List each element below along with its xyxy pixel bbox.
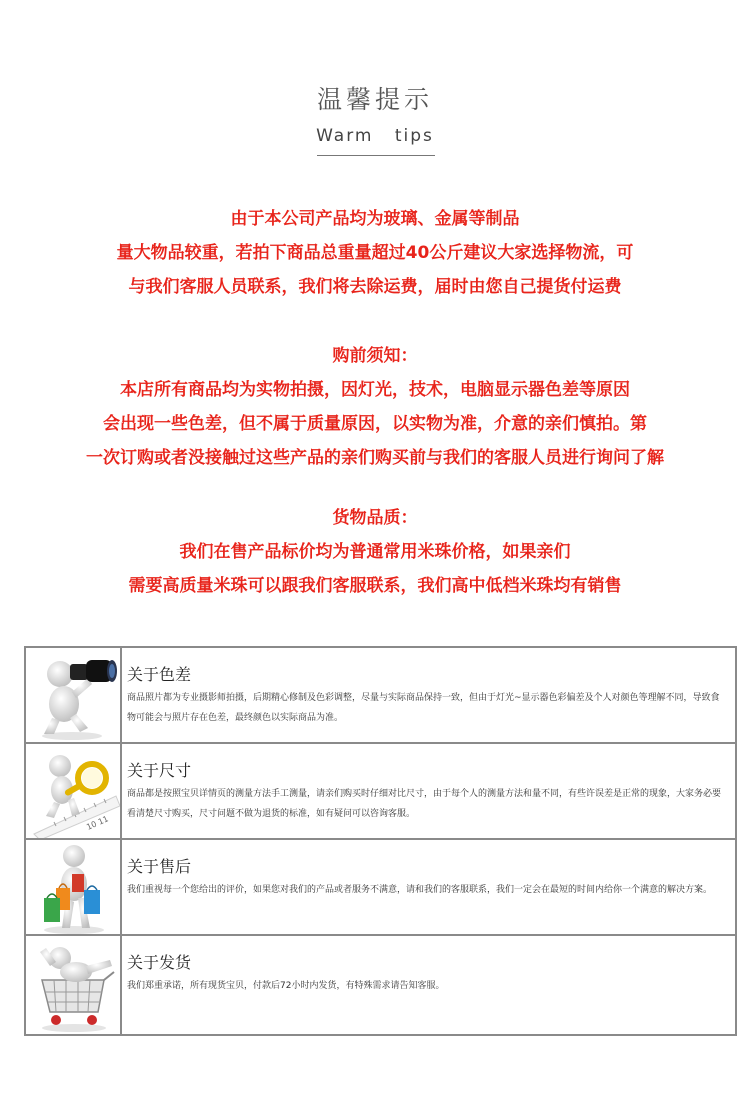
info-row-title: 关于色差 xyxy=(127,665,192,684)
info-row-after-sales xyxy=(26,840,735,936)
figure-shopping-cart-icon xyxy=(26,936,122,1034)
info-row-text: 我们郑重承诺，所有现货宝贝，付款后72小时内发货，有特殊需求请告知客服。 xyxy=(127,981,445,991)
notice-line: 与我们客服人员联系，我们将去除运费，届时由您自己提货付运费 xyxy=(128,277,622,297)
ruler-label: 10 11 xyxy=(85,814,110,832)
notice-line: 一次订购或者没接触过这些产品的亲们购买前与我们的客服人员进行询问了解 xyxy=(86,448,664,468)
info-table xyxy=(24,646,737,1036)
figure-camera-icon xyxy=(26,648,122,742)
notice-heading: 货物品质： xyxy=(332,508,418,528)
info-row-text: 商品都是按照宝贝详情页的测量方法手工测量，请亲们购买时仔细对比尺寸，由于每个人的测量方法和量不同，有些许误差是正常的现象，大家务必要看清楚尺寸购买，尺寸问题不做为退货的标准，如有疑问可以咨询客服。 xyxy=(127,789,722,819)
info-row-title: 关于售后 xyxy=(127,857,192,876)
info-row-title: 关于发货 xyxy=(127,953,192,972)
info-row-size xyxy=(26,744,735,840)
notice-goods-quality xyxy=(0,501,750,603)
notice-shipping-weight xyxy=(0,202,750,304)
title-divider xyxy=(317,155,435,156)
notice-line: 本店所有商品均为实物拍摄，因灯光，技术，电脑显示器色差等原因 xyxy=(120,380,630,400)
figure-magnifier-ruler-icon xyxy=(26,744,122,838)
info-row-color xyxy=(26,648,735,744)
notice-before-purchase xyxy=(0,339,750,475)
notice-line: 我们在售产品标价均为普通常用米珠价格，如果亲们 xyxy=(179,542,571,562)
notice-line: 会出现一些色差，但不属于质量原因，以实物为准，介意的亲们慎拍。第 xyxy=(103,414,647,434)
info-row-title: 关于尺寸 xyxy=(127,761,192,780)
figure-shopping-bags-icon xyxy=(26,840,122,934)
notice-line: 量大物品较重，若拍下商品总重量超过40公斤建议大家选择物流，可 xyxy=(116,243,634,263)
warm-tips-header xyxy=(0,0,750,170)
notice-heading: 购前须知： xyxy=(332,346,418,366)
info-row-delivery xyxy=(26,936,735,1034)
info-row-text: 我们重视每一个您给出的评价，如果您对我们的产品或者服务不满意，请和我们的客服联系，我们一定会在最短的时间内给你一个满意的解决方案。 xyxy=(127,885,713,895)
title-english: Warm tips xyxy=(316,126,434,146)
title-chinese: 温馨提示 xyxy=(316,85,433,114)
notice-line: 需要高质量米珠可以跟我们客服联系，我们高中低档米珠均有销售 xyxy=(128,576,622,596)
info-row-text: 商品照片都为专业摄影师拍摄，后期精心修制及色彩调整，尽量与实际商品保持一致，但由于灯光~显示器色彩偏差及个人对颜色等理解不同，导致食物可能会与照片存在色差，最终颜色以实际商品为准。 xyxy=(127,693,720,723)
notice-line: 由于本公司产品均为玻璃、金属等制品 xyxy=(230,209,520,229)
